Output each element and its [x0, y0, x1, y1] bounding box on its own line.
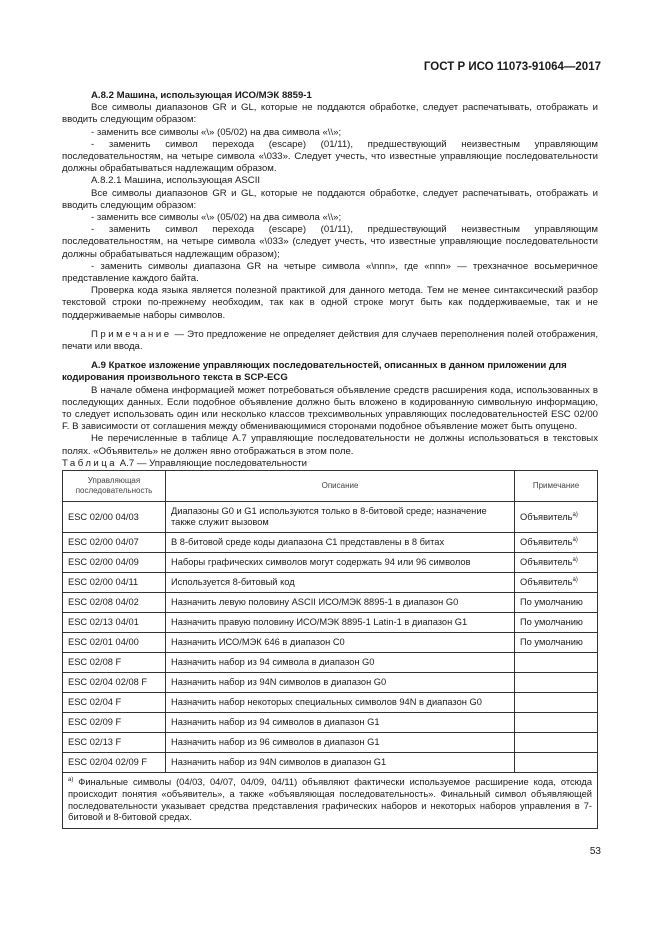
page-number: 53: [589, 846, 601, 857]
sequence-cell: ESC 02/00 04/07: [63, 533, 166, 553]
sequence-cell: ESC 02/08 F: [63, 653, 166, 673]
column-header: Описание: [166, 471, 515, 502]
escape-sequence-table: [62, 470, 598, 829]
description-cell: Назначить ИСО/МЭК 646 в диапазон С0: [166, 633, 515, 653]
table-row: [63, 502, 598, 533]
sequence-cell: ESC 02/04 F: [63, 693, 166, 713]
note-cell: [515, 653, 598, 673]
table-row: [63, 573, 598, 593]
table-row: [63, 713, 598, 733]
sequence-cell: ESC 02/09 F: [63, 713, 166, 733]
description-cell: Назначить набор из 96 символов в диапазон G1: [166, 733, 515, 753]
list-item: - заменить все символы «\» (05/02) на два символа «\\»;: [91, 126, 342, 138]
footnote-ref: a): [572, 537, 578, 544]
description-cell: Используется 8-битовый код: [166, 573, 515, 593]
table-row: [63, 533, 598, 553]
table-footnote: [63, 773, 598, 829]
description-cell: Назначить набор из 94N символов в диапазон G0: [166, 673, 515, 693]
sequence-cell: ESC 02/00 04/03: [63, 502, 166, 533]
table-row: [63, 753, 598, 773]
description-cell: В 8-битовой среде коды диапазона С1 представлены в 8 битах: [166, 533, 515, 553]
table-row: [63, 593, 598, 613]
note-cell-text: По умолчанию: [520, 637, 583, 648]
note-cell-text: Объявитель: [520, 537, 573, 548]
description-cell: Назначить набор некоторых специальных символов 94N в диапазон G0: [166, 693, 515, 713]
note-cell-text: По умолчанию: [520, 617, 583, 628]
note-cell: [515, 753, 598, 773]
table-row: [63, 553, 598, 573]
description-cell: Назначить набор из 94 символов в диапазон G1: [166, 713, 515, 733]
list-item: - заменить символ перехода (escape) (01/11), предшествующий неизвестным управляющим последовательностям, на четыре символа «\033». Следует учесть, что известные управляющие последовательности должны обрабатываться надлежащим образом.: [62, 138, 598, 175]
sequence-cell: ESC 02/13 F: [63, 733, 166, 753]
sequence-cell: ESC 02/00 04/11: [63, 573, 166, 593]
page-content: [62, 90, 598, 829]
table-row: [63, 653, 598, 673]
section-a82-title: А.8.2 Машина, использующая ИСО/МЭК 8859-1: [91, 90, 312, 101]
table-row: [63, 673, 598, 693]
sequence-cell: ESC 02/00 04/09: [63, 553, 166, 573]
footnote-text: Финальные символы (04/03, 04/07, 04/09, 04/11) объявляют фактически используемое расширение кода, отсюда происходит понятия «объявитель», а также «объявляющая последовательность». Финальный символ объявляющей последовательности указывает средства представления графических наборов и некоторых наборов управления в 7-битовой и 8-битовой средах.: [68, 777, 592, 823]
table-row: [63, 633, 598, 653]
table-row: [63, 733, 598, 753]
note-cell: [515, 733, 598, 753]
note-cell: [515, 502, 598, 533]
section-a9-title: А.9 Краткое изложение управляющих последовательностей, описанных в данном приложении для кодирования произвольного текста в SCP-ECG: [62, 360, 567, 384]
description-cell: Назначить правую половину ИСО/МЭК 8895-1 Latin-1 в диапазон G1: [166, 613, 515, 633]
subsection-title: А.8.2.1 Машина, использующая ASCII: [91, 175, 261, 187]
sequence-cell: ESC 02/01 04/00: [63, 633, 166, 653]
footnote-ref: a): [572, 557, 578, 564]
paragraph: Проверка кода языка является полезной практикой для данного метода. Тем не менее синтаксический разбор текстовой строки по-прежнему необходим, так как в одной строке могут быть как поддерживаемые, так и не поддерживаемые наборы символов.: [62, 285, 598, 321]
sequence-cell: ESC 02/04 02/08 F: [63, 673, 166, 693]
table-row: [63, 613, 598, 633]
footnote-ref: a): [572, 577, 578, 584]
description-cell: Назначить набор из 94 символа в диапазон G0: [166, 653, 515, 673]
note-cell: [515, 573, 598, 593]
table-row: [63, 693, 598, 713]
note-cell: [515, 713, 598, 733]
paragraph: Не перечисленные в таблице А.7 управляющие последовательности не должны использоваться в текстовых полях. «Объявитель» не должен явно отображаться в этом поле.: [62, 433, 598, 457]
note-cell: [515, 593, 598, 613]
note-cell: [515, 553, 598, 573]
footnote-ref: a): [572, 511, 578, 518]
sequence-cell: ESC 02/08 04/02: [63, 593, 166, 613]
paragraph: Все символы диапазонов GR и GL, которые не поддаются обработке, следует распечатывать, отображать и вводить следующим образом:: [62, 187, 598, 211]
description-cell: Наборы графических символов могут содержать 94 или 96 символов: [166, 553, 515, 573]
description-cell: Назначить левую половину ASCII ИСО/МЭК 8895-1 в диапазон G0: [166, 593, 515, 613]
note-cell-text: Объявитель: [520, 577, 573, 588]
note-cell-text: Объявитель: [520, 557, 573, 568]
table-caption: [62, 458, 598, 470]
list-item: - заменить символы диапазона GR на четыре символа «\nnn», где «nnn» — трехзначное восьмеричное представление каждого байта.: [62, 260, 598, 285]
table-caption-label: Таблица: [62, 457, 118, 469]
note-text: — Это предложение не определяет действия для случаев переполнения полей отображения, печати или ввода.: [62, 328, 598, 353]
note-paragraph: [62, 329, 598, 353]
note-label: Примечание: [91, 328, 172, 340]
list-item: - заменить все символы «\» (05/02) на два символа «\\»;: [91, 212, 342, 224]
sequence-cell: ESC 02/04 02/09 F: [63, 753, 166, 773]
note-cell: [515, 693, 598, 713]
paragraph: Все символы диапазонов GR и GL, которые не поддаются обработке, следует распечатывать, отображать и вводить следующим образом:: [62, 102, 598, 126]
list-item: - заменить символ перехода (escape) (01/11), предшествующий неизвестным управляющим последовательностям, на четыре символа «\033» (следует учесть, что известные управляющие последовательности должны обрабатываться надлежащим образом);: [62, 224, 598, 260]
footnote-mark: a): [68, 777, 74, 784]
note-cell-text: Объявитель: [520, 511, 573, 522]
column-header: Примечание: [515, 471, 598, 502]
note-cell-text: По умолчанию: [520, 597, 583, 608]
note-cell: [515, 673, 598, 693]
note-cell: [515, 533, 598, 553]
paragraph: В начале обмена информацией может потребоваться объявление средств расширения кода, использованных в последующих данных. Если подобное объявление должно быть вложено в кодированную символьную информацию, то следует использовать один или несколько классов трехсимвольных управляющих последовательностей ESC 02/00 F. В зависимости от соглашения между обменивающимися сторонами подобное объявление может быть опущено.: [62, 384, 598, 433]
table-caption-text: А.7 — Управляющие последовательности: [117, 457, 307, 469]
description-cell: Назначить набор из 94N символов в диапазон G1: [166, 753, 515, 773]
column-header: Управляющая последовательность: [63, 471, 166, 502]
note-cell: [515, 633, 598, 653]
sequence-cell: ESC 02/13 04/01: [63, 613, 166, 633]
document-header: ГОСТ Р ИСО 11073-91064—2017: [423, 61, 601, 73]
note-cell: [515, 613, 598, 633]
description-cell: Диапазоны G0 и G1 используются только в 8-битовой среде; назначение также служит вызовом: [166, 502, 515, 533]
